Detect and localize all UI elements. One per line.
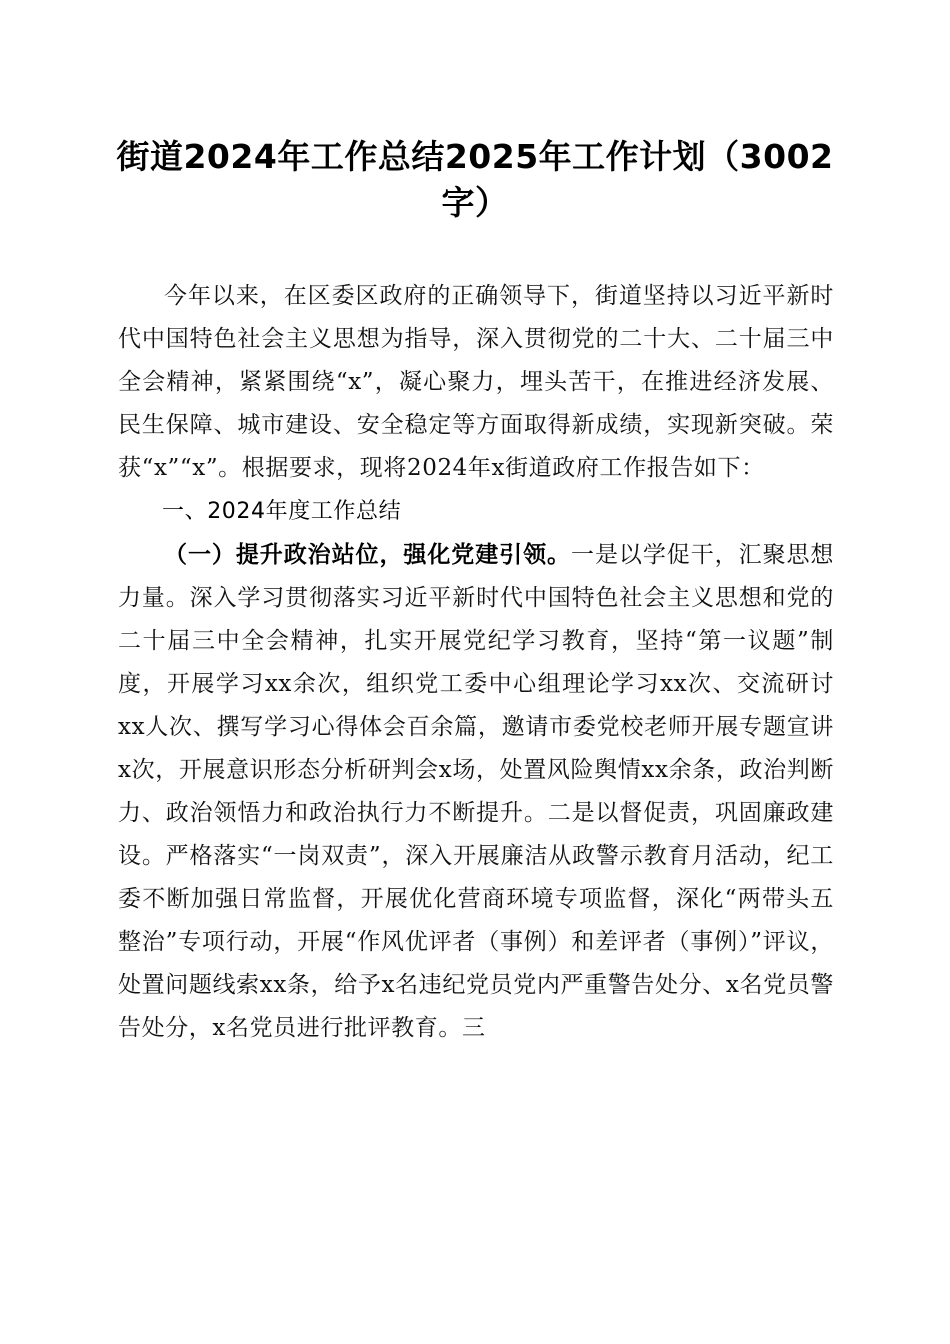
section-paragraph	[118, 533, 834, 1050]
subsection-body: 一是以学促干，汇聚思想力量。深入学习贯彻落实习近平新时代中国特色社会主义思想和党的二十届三中全会精神，扎实开展党纪学习教育，坚持“第一议题”制度，开展学习xx余次，组织党工委中心组理论学习xx次、交流研讨xx人次、撰写学习心得体会百余篇，邀请市委党校老师开展专题宣讲x次，开展意识形态分析研判会x场，处置风险舆情xx余条，政治判断力、政治领悟力和政治执行力不断提升。二是以督促责，巩固廉政建设。严格落实“一岗双责”，深入开展廉洁从政警示教育月活动，纪工委不断加强日常监督，开展优化营商环境专项监督，深化“两带头五整治”专项行动，开展“作风优评者（事例）和差评者（事例）”评议，处置问题线索xx条，给予x名违纪党员党内严重警告处分、x名党员警告处分，x名党员进行批评教育。三	[118, 542, 835, 1041]
document-title: 街道2024年工作总结2025年工作计划（3002字）	[116, 137, 834, 222]
subsection-heading: （一）提升政治站位，强化党建引领。	[164, 541, 571, 568]
intro-paragraph: 今年以来，在区委区政府的正确领导下，街道坚持以习近平新时代中国特色社会主义思想为指导，深入贯彻党的二十大、二十届三中全会精神，紧紧围绕“x”，凝心聚力，埋头苦干，在推进经济发展、民生保障、城市建设、安全稳定等方面取得新成绩，实现新突破。荣获“x”“x”。根据要求，现将2024年x街道政府工作报告如下：	[118, 283, 834, 481]
document-body	[118, 275, 834, 1050]
section-heading: 一、2024年度工作总结	[162, 499, 402, 524]
